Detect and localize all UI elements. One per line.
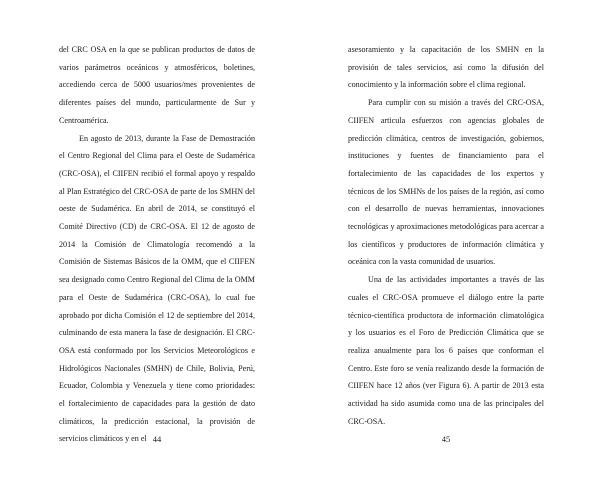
left-page-text-column	[59, 41, 255, 448]
left-paragraph-1: del CRC OSA en la que se publican productos de datos de varios parámetros oceánicos y atmosféricos, boletines, accediendo cerca de 5000 usuarios/mes provenientes de diferentes países del mundo, particularmente de Sur y Centroamérica.	[59, 45, 255, 125]
left-page-number: 44	[152, 434, 162, 444]
right-paragraph-1: asesoramiento y la capacitación de los SMHN en la provisión de tales servicios, así como la difusión del conocimiento y la información sobre el clima regional.	[348, 45, 544, 90]
left-paragraph-2: En agosto de 2013, durante la Fase de Demostración el Centro Regional del Clima para el Oeste de Sudamérica (CRC-OSA), el CIIFEN recibió el formal apoyo y respaldo al Plan Estratégico del CRC-OSA de parte de los SMHN del oeste de Sudamérica. En abril de 2014, se constituyó el Comité Directivo (CD) de CRC-OSA. El 12 de agosto de 2014 la Comisión de Climatología recomendó a la Comisión de Sistemas Básicos de la OMM, que el CIIFEN sea designado como Centro Regional del Clima de la OMM para el Oeste de Sudamérica (CRC-OSA), lo cual fue aprobado por dicha Comisión el 12 de septiembre del 2014, culminando de esta manera la fase de designación. El CRC-OSA está conformado por los Servicios Meteorológicos e Hidrológicos Nacionales (SMHN) de Chile, Bolivia, Perú, Ecuador, Colombia y Venezuela y tiene como prioridades: el fortalecimiento de capacidades para la gestión de dato climáticos, la predicción estacional, la provisión de servicios climáticos y en el	[59, 133, 255, 444]
right-page	[300, 0, 600, 479]
right-page-number: 45	[441, 434, 451, 444]
right-paragraph-2: Para cumplir con su misión a través del CRC-OSA, CIIFEN articula esfuerzos con agencias globales de predicción climática, centros de investigación, gobiernos, instituciones y fuentes de financiamiento para el fortalecimiento de las capacidades de los expertos y técnicos de los SMHNs de los países de la región, así como con el desarrollo de nuevas herramientas, innovaciones tecnológicas y aproximaciones metodológicas para acercar a los científicos y productores de información climática y oceánica con la vasta comunidad de usuarios.	[348, 98, 544, 267]
right-paragraph-3: Una de las actividades importantes a través de las cuales el CRC-OSA promueve el diálogo entre la parte técnico-científica productora de información climatológica y los usuarios es el Foro de Predicción Climática que se realiza anualmente para los 6 países que conforman el Centro. Este foro se venía realizando desde la formación de CIIFEN hace 12 años (ver Figura 6). A partir de 2013 esta actividad ha sido asumida como una de las principales del CRC-OSA.	[348, 275, 544, 426]
right-page-text-column	[348, 41, 544, 430]
